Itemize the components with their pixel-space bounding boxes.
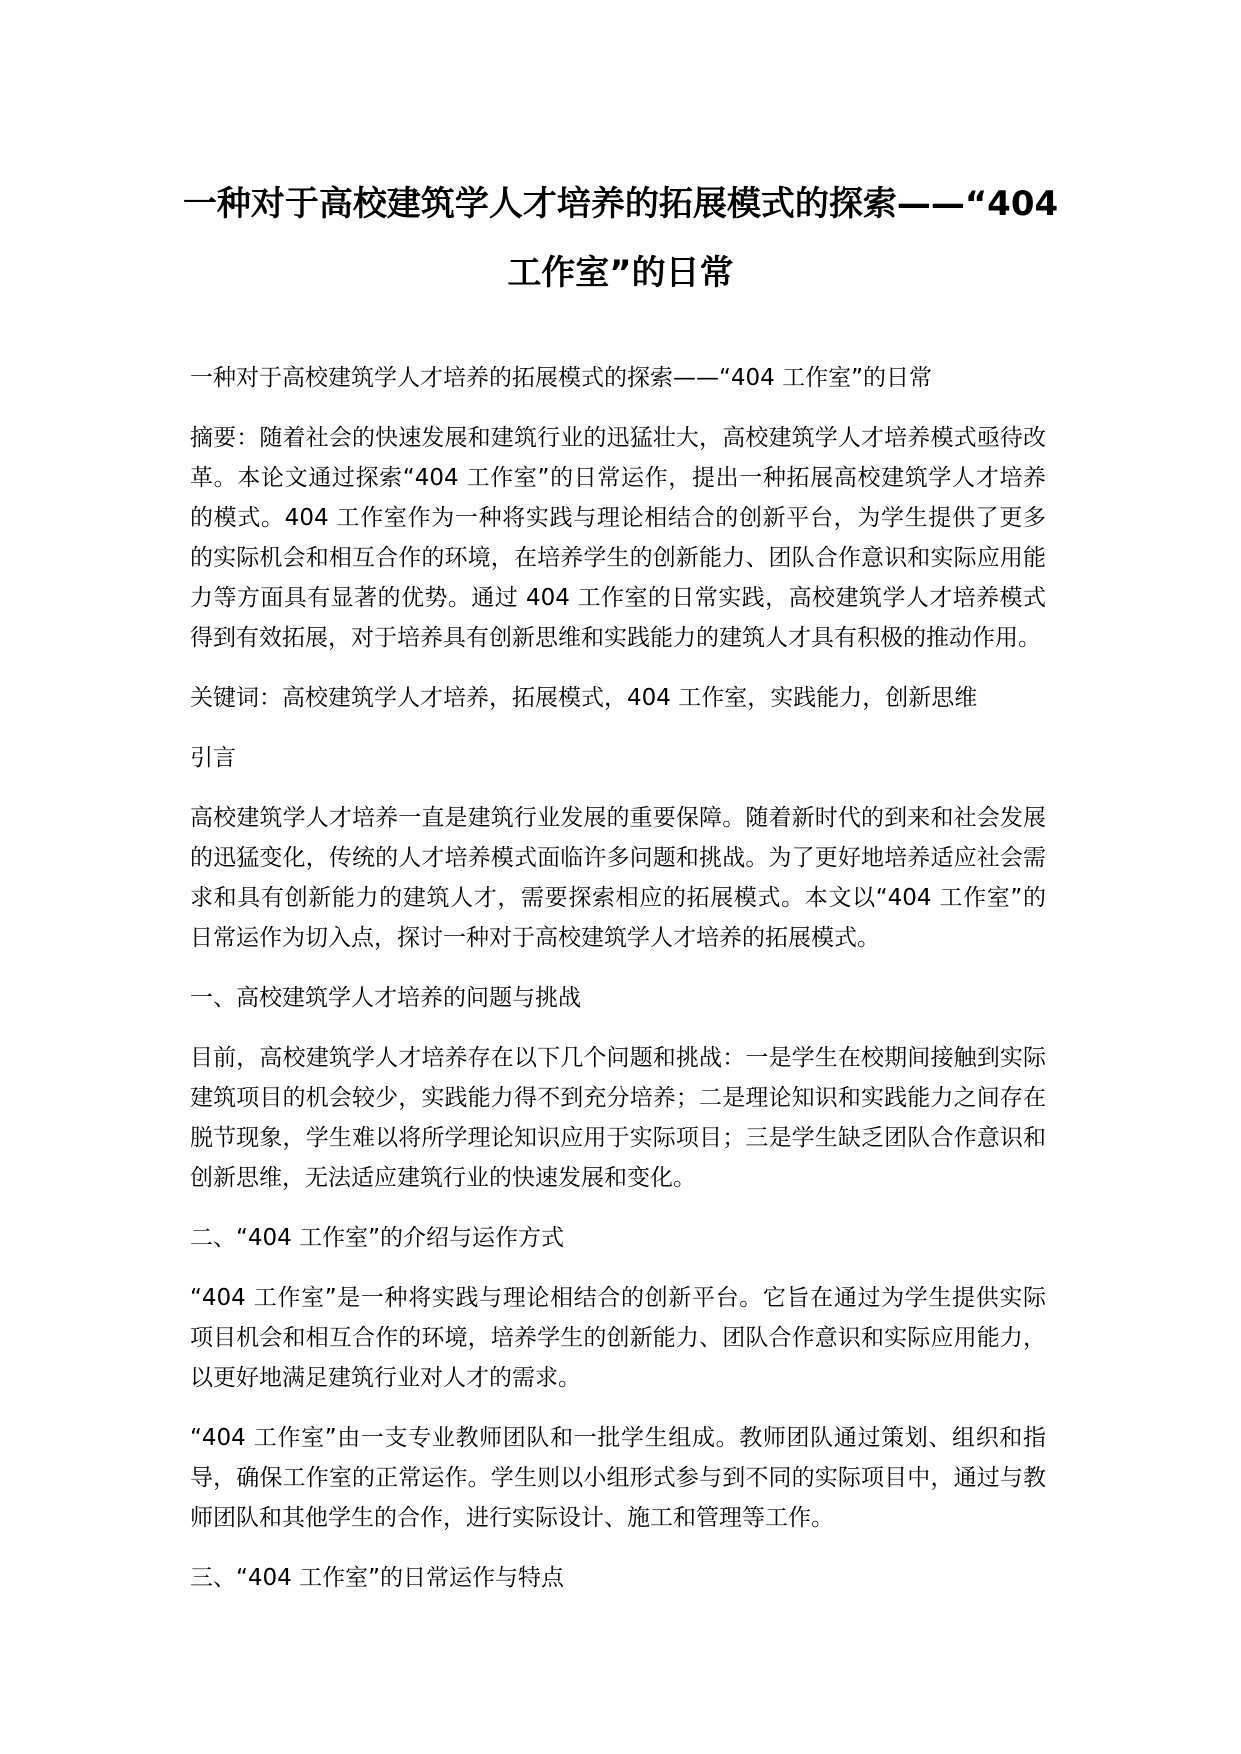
introduction-paragraph: 高校建筑学人才培养一直是建筑行业发展的重要保障。随着新时代的到来和社会发展的迅猛变化，传统的人才培养模式面临许多问题和挑战。为了更好地培养适应社会需求和具有创新能力的建筑人才，需要探索相应的拓展模式。本文以“404 工作室”的日常运作为切入点，探讨一种对于高校建筑学人才培养的拓展模式。 — [190, 805, 1046, 951]
section-1-paragraph: 目前，高校建筑学人才培养存在以下几个问题和挑战：一是学生在校期间接触到实际建筑项目的机会较少，实践能力得不到充分培养；二是理论知识和实践能力之间存在脱节现象，学生难以将所学理论知识应用于实际项目；三是学生缺乏团队合作意识和创新思维，无法适应建筑行业的快速发展和变化。 — [190, 1045, 1046, 1191]
introduction-heading: 引言 — [190, 745, 236, 771]
document-body — [190, 358, 1046, 1598]
section-1-heading: 一、高校建筑学人才培养的问题与挑战 — [190, 985, 581, 1011]
section-2-heading: 二、“404 工作室”的介绍与运作方式 — [190, 1225, 565, 1251]
section-2-paragraph: “404 工作室”由一支专业教师团队和一批学生组成。教师团队通过策划、组织和指导，确保工作室的正常运作。学生则以小组形式参与到不同的实际项目中，通过与教师团队和其他学生的合作，进行实际设计、施工和管理等工作。 — [190, 1425, 1046, 1531]
abstract-paragraph: 摘要：随着社会的快速发展和建筑行业的迅猛壮大，高校建筑学人才培养模式亟待改革。本论文通过探索“404 工作室”的日常运作，提出一种拓展高校建筑学人才培养的模式。404 工作室作为一种将实践与理论相结合的创新平台，为学生提供了更多的实际机会和相互合作的环境，在培养学生的创新能力、团队合作意识和实际应用能力等方面具有显著的优势。通过 404 工作室的日常实践，高校建筑学人才培养模式得到有效拓展，对于培养具有创新思维和实践能力的建筑人才具有积极的推动作用。 — [190, 425, 1046, 651]
section-2-paragraph: “404 工作室”是一种将实践与理论相结合的创新平台。它旨在通过为学生提供实际项目机会和相互合作的环境，培养学生的创新能力、团队合作意识和实际应用能力，以更好地满足建筑行业对人才的需求。 — [190, 1285, 1046, 1391]
document-title: 一种对于高校建筑学人才培养的拓展模式的探索——“404 工作室”的日常 — [182, 184, 1059, 293]
section-3-heading: 三、“404 工作室”的日常运作与特点 — [190, 1565, 565, 1591]
keywords-line: 关键词：高校建筑学人才培养，拓展模式，404 工作室，实践能力，创新思维 — [190, 685, 978, 711]
title-repeat-line: 一种对于高校建筑学人才培养的拓展模式的探索——“404 工作室”的日常 — [190, 365, 933, 391]
